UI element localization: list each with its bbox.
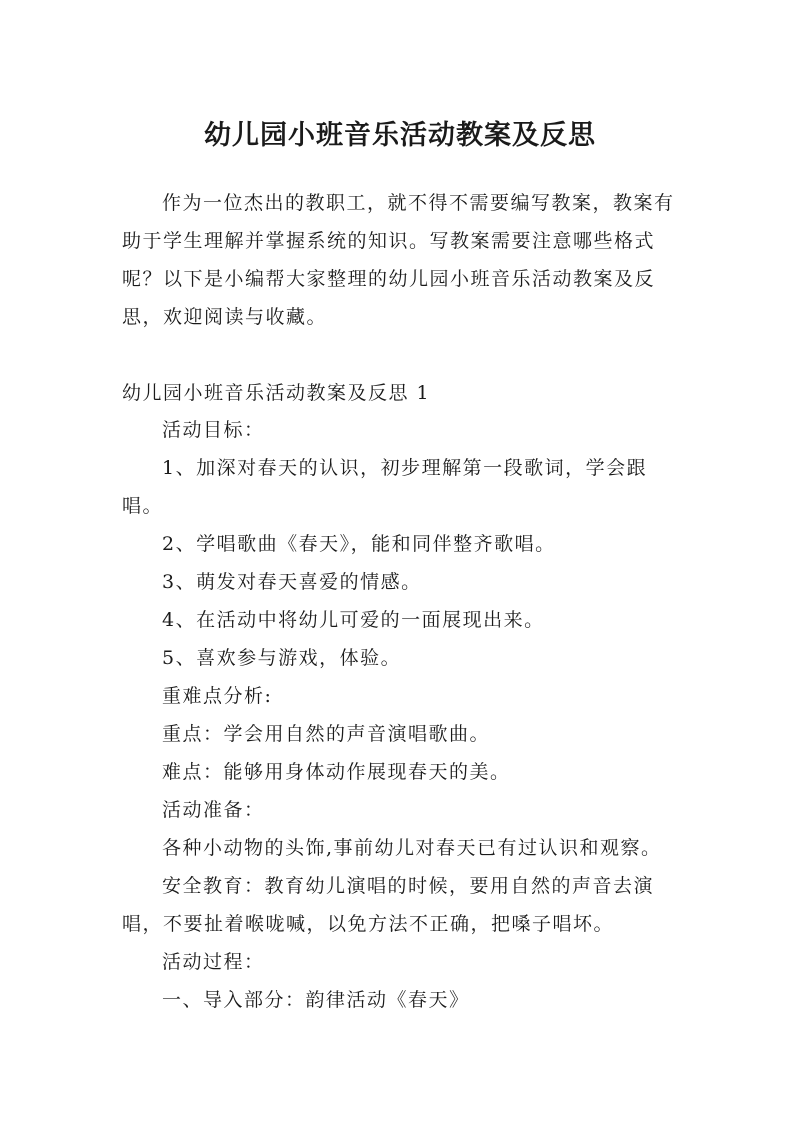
line-process-step-1: 一、导入部分：韵律活动《春天》 xyxy=(162,989,470,1011)
line-difficulty: 难点：能够用身体动作展现春天的美。 xyxy=(162,761,511,783)
intro-paragraph: 作为一位杰出的教职工，就不得不需要编写教案，教案有助于学生理解并掌握系统的知识。写教案需要注意哪些格式呢？以下是小编帮大家整理的幼儿园小班音乐活动教案及反思，欢迎阅读与收藏。 xyxy=(122,192,675,328)
line-preparation-heading: 活动准备： xyxy=(162,799,265,821)
line-preparation-detail: 各种小动物的头饰,事前幼儿对春天已有过认识和观察。 xyxy=(162,837,662,859)
line-goal-4: 4、在活动中将幼儿可爱的一面展现出来。 xyxy=(162,609,545,631)
document-title: 幼儿园小班音乐活动教案及反思 xyxy=(204,120,596,152)
line-goal-2: 2、学唱歌曲《春天》，能和同伴整齐歌唱。 xyxy=(162,533,556,555)
line-goal-5: 5、喜欢参与游戏，体验。 xyxy=(162,647,402,669)
section-heading: 幼儿园小班音乐活动教案及反思 1 xyxy=(122,382,431,404)
line-key-point: 重点：学会用自然的声音演唱歌曲。 xyxy=(162,723,491,745)
line-process-heading: 活动过程： xyxy=(162,951,265,973)
body-lines xyxy=(122,411,682,1019)
line-goal-3: 3、萌发对春天喜爱的情感。 xyxy=(162,571,422,593)
line-goals-heading: 活动目标： xyxy=(162,419,265,441)
line-safety-education: 安全教育：教育幼儿演唱的时候，要用自然的声音去演唱，不要扯着喉咙喊，以免方法不正确，把嗓子唱坏。 xyxy=(122,875,655,935)
line-key-difficulty-heading: 重难点分析: xyxy=(162,685,273,707)
line-goal-1: 1、加深对春天的认识，初步理解第一段歌词，学会跟唱。 xyxy=(122,457,648,517)
